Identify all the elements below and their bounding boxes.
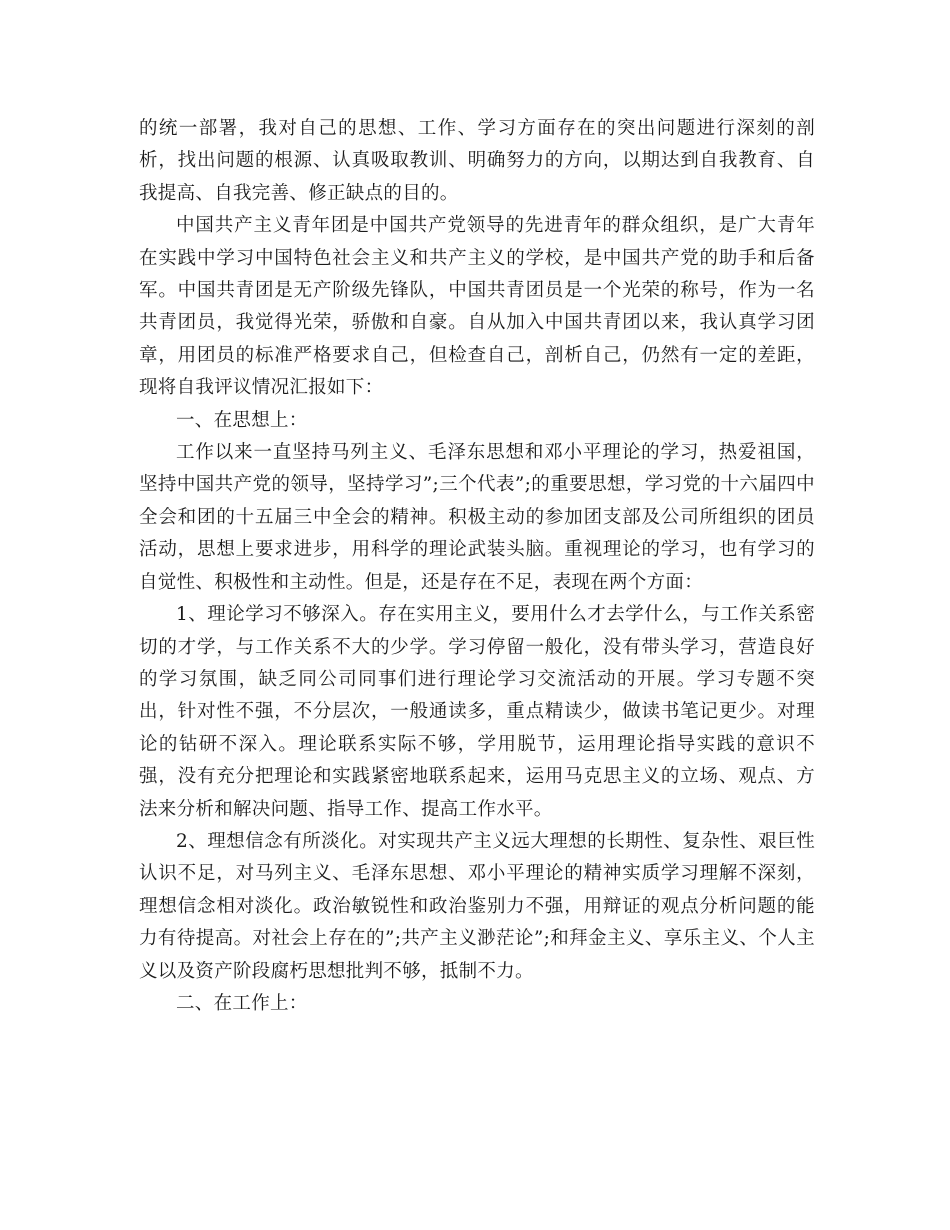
paragraph-2: 中国共产主义青年团是中国共产党领导的先进青年的群众组织，是广大青年在实践中学习中国特色社会主义和共产主义的学校，是中国共产党的助手和后备军。中国共青团是无产阶级先锋队，中国共青团员是一个光荣的称号，作为一名共青团员，我觉得光荣，骄傲和自豪。自从加入中国共青团以来，我认真学习团章，用团员的标准严格要求自己，但检查自己，剖析自己，仍然有一定的差距，现将自我评议情况汇报如下： [139, 215, 815, 399]
paragraph-1: 的统一部署，我对自己的思想、工作、学习方面存在的突出问题进行深刻的剖析，找出问题的根源、认真吸取教训、明确努力的方向，以期达到自我教育、自我提高、自我完善、修正缺点的目的。 [139, 118, 815, 204]
paragraph-4: 1、理论学习不够深入。存在实用主义，要用什么才去学什么，与工作关系密切的才学，与工作关系不大的少学。学习停留一般化，没有带头学习，营造良好的学习氛围，缺乏同公司同事们进行理论学习交流活动的开展。学习专题不突出，针对性不强，不分层次，一般通读多，重点精读少，做读书笔记更少。对理论的钻研不深入。理论联系实际不够，学用脱节，运用理论指导实践的意识不强，没有充分把理论和实践紧密地联系起来，运用马克思主义的立场、观点、方法来分析和解决问题、指导工作、提高工作水平。 [139, 604, 815, 820]
section-heading-thought: 一、在思想上： [176, 409, 308, 431]
document-body [139, 113, 815, 1020]
paragraph-5: 2、理想信念有所淡化。对实现共产主义远大理想的长期性、复杂性、艰巨性认识不足，对马列主义、毛泽东思想、邓小平理论的精神实质学习理解不深刻，理想信念相对淡化。政治敏锐性和政治鉴别力不强，用辩证的观点分析问题的能力有待提高。对社会上存在的”;共产主义渺茫论”;和拜金主义、享乐主义、个人主义以及资产阶段腐朽思想批判不够，抵制不力。 [139, 830, 815, 982]
paragraph-3: 工作以来一直坚持马列主义、毛泽东思想和邓小平理论的学习，热爱祖国，坚持中国共产党的领导，坚持学习”;三个代表”;的重要思想，学习党的十六届四中全会和团的十五届三中全会的精神。积极主动的参加团支部及公司所组织的团员活动，思想上要求进步，用科学的理论武装头脑。重视理论的学习，也有学习的自觉性、积极性和主动性。但是，还是存在不足，表现在两个方面： [139, 442, 815, 593]
section-heading-work: 二、在工作上： [176, 992, 308, 1014]
